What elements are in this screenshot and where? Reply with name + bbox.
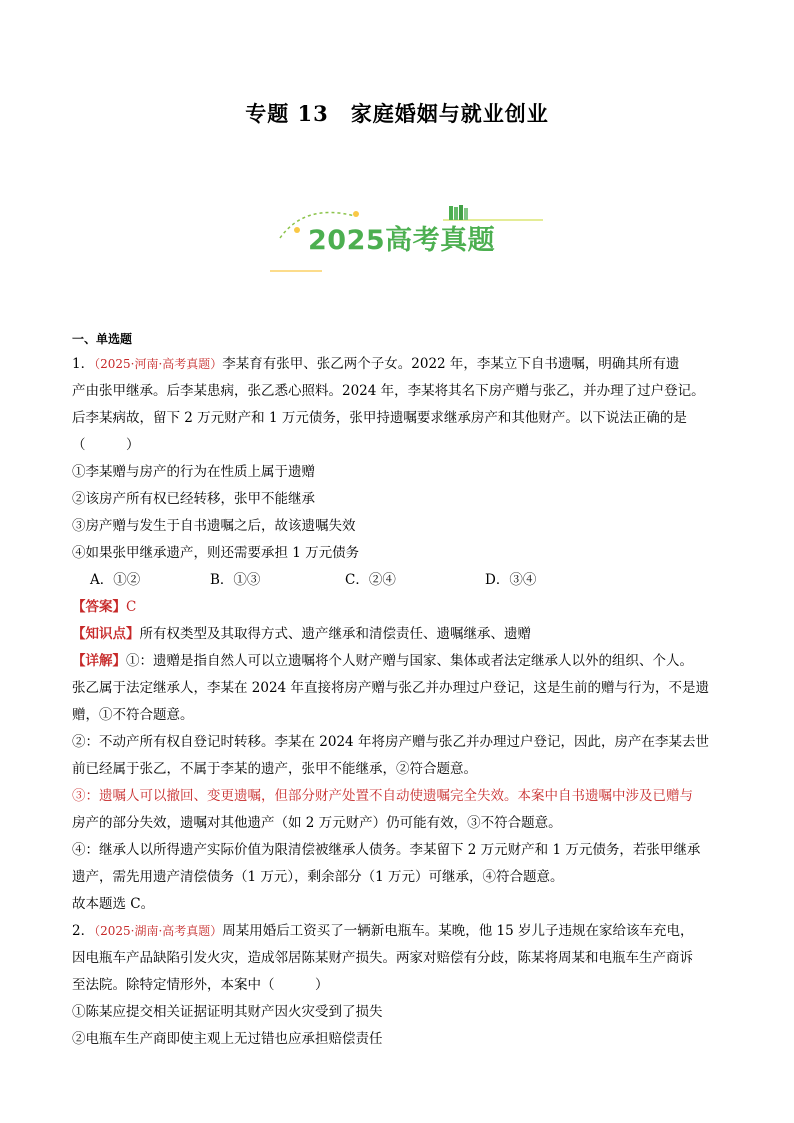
yellow-dot-left [294,227,300,233]
q1-source: （2025·河南·高考真题） [94,357,223,371]
q1-detail-8: ④：继承人以所得遗产实际价值为限清偿被继承人债务。李某留下 2 万元财产和 1 万元债务，若张甲继承 [72,842,701,858]
q1-statement-3: ③房产赠与发生于自书遗嘱之后，故该遗嘱失效 [72,518,356,534]
q1-answer: 【答案】C [72,599,137,615]
q1-detail-7: 房产的部分失效，遗嘱对其他遗产（如 2 万元财产）仍可能有效，③不符合题意。 [72,815,562,831]
option-b: B．①③ [210,572,261,588]
q2-stem-line-3: 至法院。除特定情形外，本案中（ ） [72,977,329,993]
q1-options [72,567,724,594]
q2-statement-1: ①陈某应提交相关证据证明其财产因火灾受到了损失 [72,1004,383,1020]
q1-detail-3: 赠，①不符合题意。 [72,707,194,723]
option-a: A．①② [90,572,141,588]
option-d: D．③④ [485,572,537,588]
q2-stem-line-1: 2．（2025·湖南·高考真题）周某用婚后工资买了一辆新电瓶车。某晚，他 15 岁儿子违规在家给该车充电， [72,923,694,939]
yellow-dot-top [353,211,359,217]
question-1 [72,351,724,918]
section-heading: 一、单选题 [72,332,133,346]
q2-statement-2: ②电瓶车生产商即使主观上无过错也应承担赔偿责任 [72,1031,383,1047]
q1-detail-5: 前已经属于张乙，不属于李某的遗产，张甲不能继承，②符合题意。 [72,761,477,777]
banner [260,198,550,278]
q1-detail-2: 张乙属于法定继承人，李某在 2024 年直接将房产赠与张乙并办理过户登记，这是生前的赠与行为，不是遗 [72,680,709,696]
q1-statement-1: ①李某赠与房产的行为在性质上属于遗赠 [72,464,315,480]
q1-stem-line-2: 产由张甲继承。后李某患病，张乙悉心照料。2024 年，李某将其名下房产赠与张乙，并办理了过户登记。 [72,383,705,399]
q1-detail-9: 遗产，需先用遗产清偿债务（1 万元），剩余部分（1 万元）可继承，④符合题意。 [72,869,564,885]
q1-detail-10: 故本题选 C。 [72,896,155,912]
option-c: C．②④ [345,572,396,588]
q1-stem-line-3: 后李某病故，留下 2 万元财产和 1 万元债务，张甲持遗嘱要求继承房产和其他财产。以下说法正确的是 [72,410,687,426]
banner-text: 2025高考真题 [308,225,496,256]
q1-statement-4: ④如果张甲继承遗产，则还需要承担 1 万元债务 [72,545,360,561]
q1-statement-2: ②该房产所有权已经转移，张甲不能继承 [72,491,315,507]
q1-detail-6: ③：遗嘱人可以撤回、变更遗嘱，但部分财产处置不自动使遗嘱完全失效。本案中自书遗嘱中涉及已赠与 [72,788,693,804]
q2-source: （2025·湖南·高考真题） [94,924,223,938]
q1-stem-line-1: 1．（2025·河南·高考真题）李某育有张甲、张乙两个子女。2022 年，李某立下自书遗嘱，明确其所有遗 [72,356,680,372]
question-2 [72,918,724,1053]
q1-stem-line-4: （ ） [72,437,140,453]
q1-detail-4: ②：不动产所有权自登记时转移。李某在 2024 年将房产赠与张乙并办理过户登记，因此，房产在李某去世 [72,734,709,750]
q1-detail-1: 【详解】①：遗赠是指自然人可以立遗嘱将个人财产赠与国家、集体或者法定继承人以外的组织、个人。 [72,653,693,669]
content [72,330,724,1053]
q1-knowledge-point: 【知识点】所有权类型及其取得方式、遗产继承和清偿责任、遗嘱继承、遗赠 [72,626,531,642]
q2-stem-line-2: 因电瓶车产品缺陷引发火灾，造成邻居陈某财产损失。两家对赔偿有分歧，陈某将周某和电瓶车生产商诉 [72,950,693,966]
page-title: 专题 13 家庭婚姻与就业创业 [245,101,549,126]
